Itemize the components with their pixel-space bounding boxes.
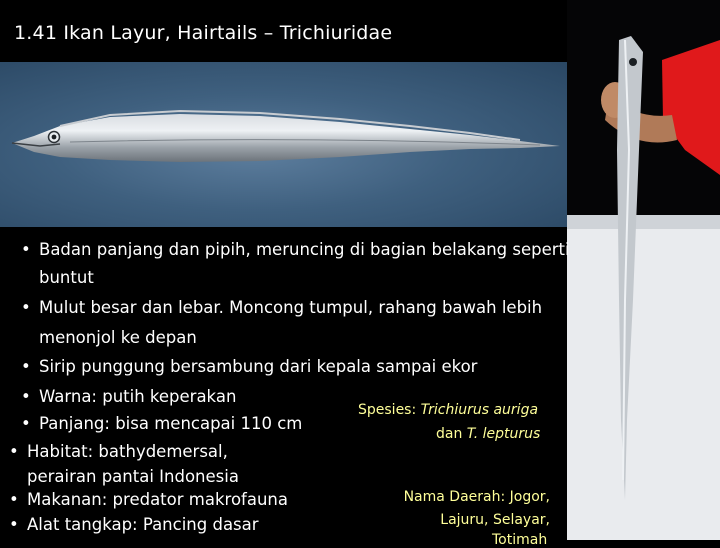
bullet-item — [21, 355, 478, 380]
bullet-text: buntut — [39, 268, 94, 287]
bullet-text: Mulut besar dan lebar. Moncong tumpul, rahang bawah lebih — [39, 298, 543, 317]
species-label — [358, 402, 538, 418]
bullet-continuation — [39, 266, 94, 291]
bullet-text: perairan pantai Indonesia — [27, 467, 239, 486]
bullet-dot: • — [21, 240, 31, 259]
bullet-item — [9, 488, 288, 513]
bullet-dot: • — [9, 515, 19, 534]
bullet-dot: • — [9, 442, 19, 461]
bullet-text: Habitat: bathydemersal, — [27, 442, 228, 461]
slide-title: 1.41 Ikan Layur, Hairtails – Trichiuridae — [14, 22, 393, 44]
bullet-text: Badan panjang dan pipih, meruncing di bagian belakang seperti — [39, 240, 570, 259]
bullet-dot: • — [21, 298, 31, 317]
bullet-item — [21, 412, 303, 437]
bullet-dot: • — [21, 387, 31, 406]
bullet-item — [21, 296, 543, 321]
bullet-text: Makanan: predator makrofauna — [27, 490, 288, 509]
bullet-text: Alat tangkap: Pancing dasar — [27, 515, 259, 534]
local-name-line1: Nama Daerah: Jogor, — [403, 489, 550, 505]
bullet-text: Sirip punggung bersambung dari kepala sampai ekor — [39, 357, 478, 376]
species-name-2: T. lepturus — [466, 426, 541, 442]
species-prefix: Spesies: — [358, 402, 421, 418]
bullet-dot: • — [21, 414, 31, 433]
bullet-dot: • — [9, 490, 19, 509]
bullet-text: Warna: putih keperakan — [39, 387, 237, 406]
local-name-line3: Totimah — [492, 532, 548, 548]
hairtail-fish-photo — [0, 62, 567, 227]
person-holding-fish-photo — [567, 0, 720, 540]
bullet-text: menonjol ke depan — [39, 328, 197, 347]
title-bar — [0, 0, 567, 62]
species-label-line2 — [436, 426, 540, 442]
bullet-item — [21, 238, 570, 263]
bullet-text: Panjang: bisa mencapai 110 cm — [39, 414, 303, 433]
bullet-item — [9, 513, 259, 538]
species-name-1: Trichiurus auriga — [420, 402, 539, 418]
local-name-line2: Lajuru, Selayar, — [440, 512, 550, 528]
bullet-item — [9, 440, 228, 465]
species-and: dan — [436, 426, 467, 442]
bullet-continuation — [27, 465, 239, 490]
bullet-continuation — [39, 326, 197, 351]
bullet-dot: • — [21, 357, 31, 376]
bullet-item — [21, 385, 237, 410]
